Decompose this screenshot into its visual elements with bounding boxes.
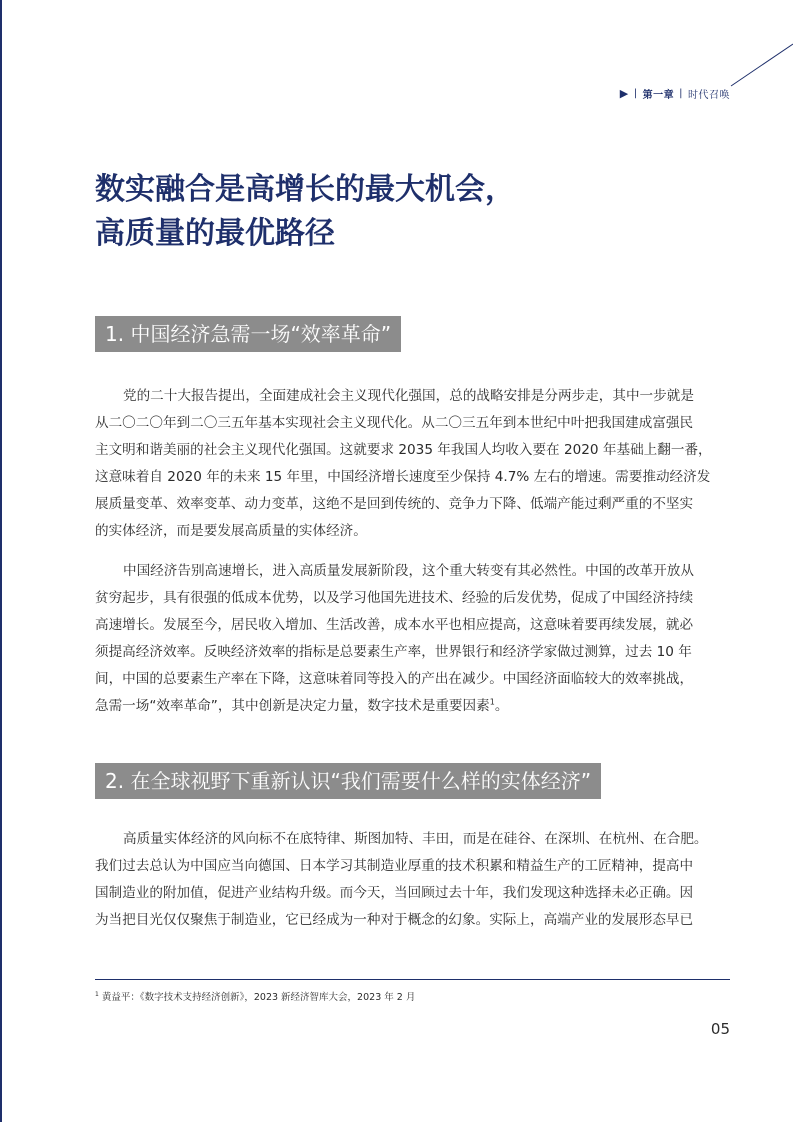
text-line: 国制造业的附加值，促进产业结构升级。而今天，当回顾过去十年，我们发现这种选择未必正确。因 — [95, 885, 694, 901]
text-line: 高速增长。发展至今，居民收入增加、生活改善，成本水平也相应提高，这意味着要再续发展，就必 — [95, 617, 694, 633]
section-heading-2: 2. 在全球视野下重新认识“我们需要什么样的实体经济” — [95, 763, 601, 799]
text-line: 从二〇二〇年到二〇三五年基本实现社会主义现代化。从二〇三五年到本世纪中叶把我国建成富强民 — [95, 415, 694, 431]
text-segment: 急需一场“效率革命”，其中创新是决定力量，数字技术是重要因素 — [95, 698, 490, 714]
running-header: ▶ | 第一章 | 时代召唤 — [619, 87, 730, 101]
chapter-label: 第一章 — [642, 90, 675, 101]
text-line: 这意味着自 2020 年的未来 15 年里，中国经济增长速度至少保持 4.7% 左右的增速。需要推动经济发 — [95, 469, 711, 485]
text-segment: 。 — [494, 698, 509, 714]
body-paragraph — [95, 383, 731, 545]
text-line: 展质量变革、效率变革、动力变革，这绝不是回到传统的、竞争力下降、低端产能过剩严重的不坚实 — [95, 496, 694, 512]
text-line: 的实体经济，而是要发展高质量的实体经济。 — [95, 523, 367, 539]
text-line: 我们过去总认为中国应当向德国、日本学习其制造业厚重的技术积累和精益生产的工匠精神，提高中 — [95, 858, 694, 874]
text-line: 为当把目光仅仅聚焦于制造业，它已经成为一种对于概念的幻象。实际上，高端产业的发展形态早已 — [95, 912, 694, 928]
text-line: 主文明和谐美丽的社会主义现代化强国。这就要求 2035 年我国人均收入要在 2020 年基础上翻一番， — [95, 442, 712, 458]
left-border-rule — [0, 0, 2, 1122]
footnote-reference[interactable]: 1 — [489, 697, 495, 707]
footnote-divider — [95, 979, 730, 980]
footnote — [95, 989, 415, 1003]
corner-diagonal-line — [723, 40, 793, 90]
title-line-1: 数实融合是高增长的最大机会， — [95, 172, 515, 207]
text-line: 中国经济告别高速增长，进入高质量发展新阶段，这个重大转变有其必然性。中国的改革开放从 — [123, 563, 694, 579]
footnote-number: 1 — [95, 990, 99, 998]
page-number: 05 — [710, 1020, 730, 1038]
text-line: 贫穷起步，具有很强的低成本优势，以及学习他国先进技术、经验的后发优势，促成了中国经济持续 — [95, 590, 694, 606]
text-line: 间，中国的总要素生产率在下降，这意味着同等投入的产出在减少。中国经济面临较大的效率挑战， — [95, 671, 694, 687]
title-line-2: 高质量的最优路径 — [95, 216, 335, 251]
body-paragraph — [95, 558, 731, 720]
body-paragraph — [95, 826, 731, 934]
text-line: 须提高经济效率。反映经济效率的指标是总要素生产率，世界银行和经济学家做过测算，过去 10 年 — [95, 644, 692, 660]
page-title — [95, 168, 695, 256]
section-heading-1: 1. 中国经济急需一场“效率革命” — [95, 316, 401, 352]
chapter-name: 时代召唤 — [688, 90, 730, 101]
text-line: 高质量实体经济的风向标不在底特律、斯图加特、丰田，而是在硅谷、在深圳、在杭州、在合肥。 — [123, 831, 708, 847]
footnote-text: 黄益平：《数字技术支持经济创新》，2023 新经济智库大会，2023 年 2 月 — [101, 992, 416, 1003]
text-line-with-footnote — [95, 693, 731, 720]
text-line: 党的二十大报告提出，全面建成社会主义现代化强国，总的战略安排是分两步走，其中一步就是 — [123, 388, 694, 404]
play-triangle-icon: ▶ — [619, 87, 629, 100]
